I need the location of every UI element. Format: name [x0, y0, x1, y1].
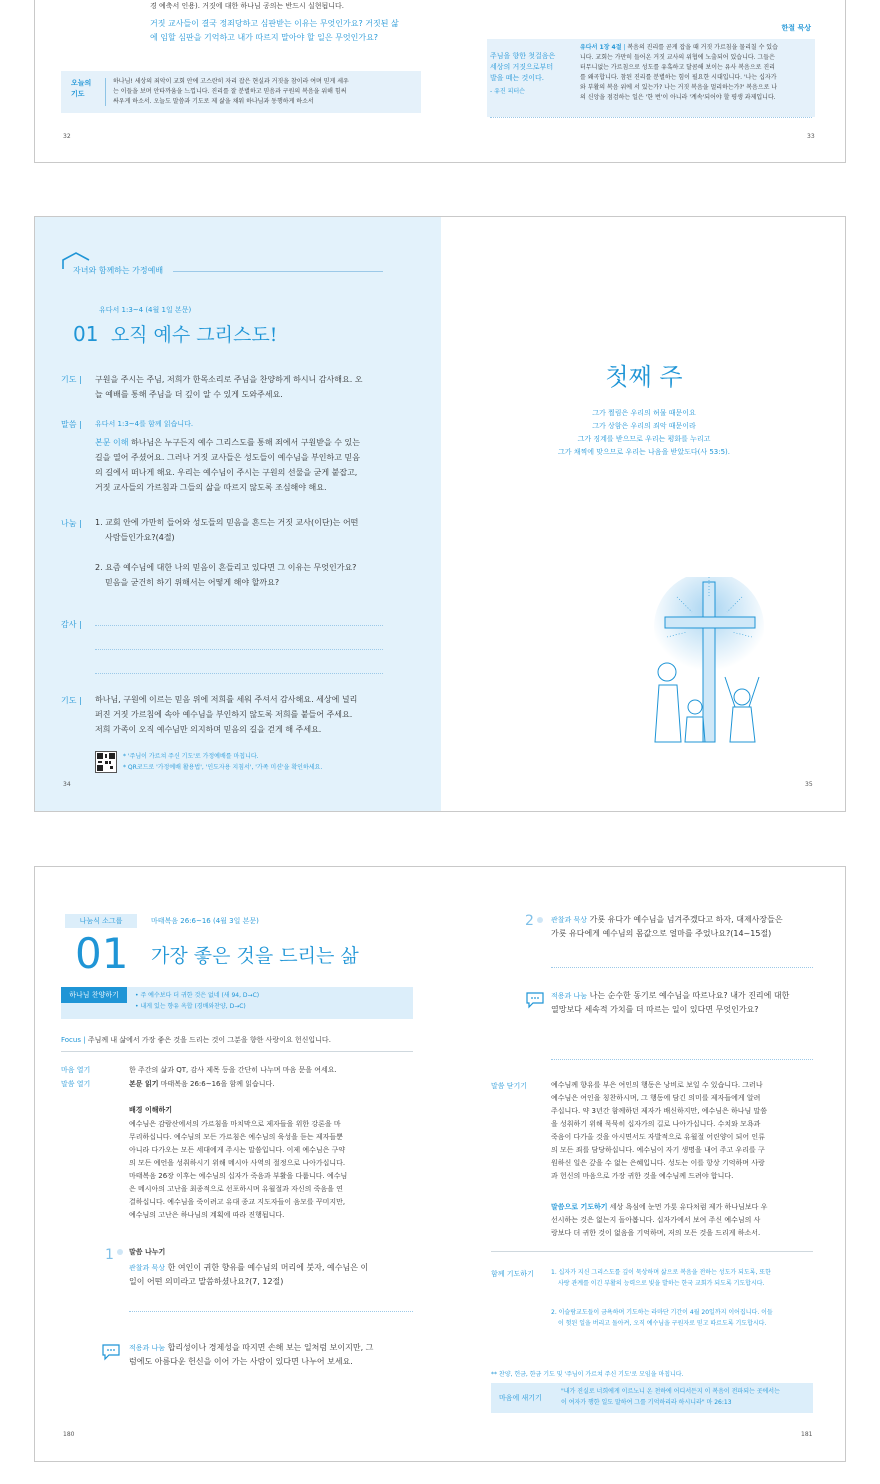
today-prayer-box [61, 71, 421, 113]
pray-together-2: 2. 이슬람교도들이 금욕하며 기도하는 라마단 기간이 4월 20일까지 이어집니다. 이들 이 헛된 일을 버리고 돌아켜, 오직 예수님을 구원자로 믿고 따르도록 기도합시다. [551, 1309, 773, 1327]
label-open-word: 말씀 열기 [61, 1080, 91, 1088]
thanks-writing-line[interactable] [95, 625, 383, 626]
open-heart-text: 한 주간의 삶과 QT, 감사 제목 등을 간단히 나누며 마음 문을 여세요. [129, 1066, 337, 1074]
praise-box [61, 987, 413, 1019]
label-share: 나눔 | [61, 519, 82, 528]
page-number-180: 180 [63, 1431, 75, 1438]
label-prayer-open: 기도 | [61, 375, 82, 384]
label-word: 말씀 | [61, 420, 82, 429]
section-tag: 한절 묵상 [781, 24, 811, 32]
scripture-reference: 유다서 1:3~4 (4월 1일 본문) [99, 306, 192, 314]
lesson-number: 01 [73, 322, 99, 346]
lesson-title: 가장 좋은 것을 드리는 삶 [151, 945, 359, 967]
closing-prayer: 하나님, 구원에 이르는 믿음 위에 저희를 세워 주셔서 감사해요. 세상에 널리 퍼진 거짓 가르침에 속아 예수님을 부인하지 않도록 저희를 붙들어 주세요. 저희 가족이 오직 예수님만 의지하며 믿음의 길을 걷게 해 주세요. [95, 695, 358, 734]
speech-bubble-icon [101, 1343, 121, 1361]
reflection-question: 거짓 교사들이 결국 정죄당하고 심판받는 이유는 무엇인가요? 거짓된 삶 에 임할 심판을 기억하고 내가 따르지 말아야 할 일은 무엇인가요? [150, 19, 399, 42]
page-number-34: 34 [63, 781, 71, 788]
question-1-title: 말씀 나누기 [129, 1248, 166, 1256]
apply-1: 적용과 나눔 합리성이나 경제성을 따지면 손해 보는 일처럼 보이지만, 그 럼에도 아름다운 헌신을 이어 가는 사람이 있다면 나누어 보세요. [129, 1343, 374, 1366]
bullet-dot-icon [537, 917, 543, 923]
question-2: 관찰과 묵상 가룟 유다가 예수님을 넘겨주겠다고 하자, 대제사장들은 가룟 유다에게 예수님의 몸값으로 얼마를 주었나요?(14~15절) [551, 915, 783, 938]
scripture-reference: 마태복음 26:6~16 (4월 3일 본문) [151, 917, 259, 925]
memorize-verse: "내가 진실로 너희에게 이르노니 온 천하에 어디서든지 이 복음이 전파되는 곳에서는 이 여자가 행한 일도 말하여 그를 기억하리라 하시니라" 마 26:13 [561, 1388, 780, 1406]
page-number-181: 181 [801, 1431, 813, 1438]
lesson-title: 01 오직 예수 그리스도! [73, 322, 278, 346]
qr-notes: * '주님이 가르쳐 주신 기도'로 가정예배를 마칩니다. * QR코드로 '가정예배 활용법', '인도자용 지침서', '가족 미션'을 확인하세요. [123, 753, 323, 771]
word-lead: 본문 이해 [95, 438, 129, 447]
label-close-word: 말씀 닫기기 [491, 1082, 528, 1090]
word-reading: 유다서 1:3~4를 함께 읽습니다. [95, 420, 194, 428]
section-header: 자녀와 함께하는 가정예배 [73, 266, 164, 275]
read-text: 본문 읽기 마태복음 26:6~16을 함께 읽습니다. [129, 1080, 275, 1088]
bottom-spread [34, 866, 846, 1462]
question-1-number: 1 [105, 1247, 114, 1263]
label-open-heart: 마음 열기 [61, 1066, 91, 1074]
pray-together-1: 1. 십자가 지신 그리스도를 깊이 묵상하며 삶으로 복음을 전하는 성도가 되도록, 또한 사랑 관계를 이긴 부활의 능력으로 빛을 발하는 한국 교회가 되도록 기도합시다. [551, 1269, 771, 1287]
cut-off-line: 경 예축서 인용). 거짓에 대한 하나님 공의는 반드시 실현됩니다. [150, 2, 345, 10]
cross-illustration [647, 577, 777, 747]
memorize-box [491, 1383, 813, 1413]
opening-prayer: 구원을 주시는 주님, 저희가 한목소리로 주님을 찬양하게 하시니 감사해요. 오 늘 예배를 통해 주님을 더 깊이 알 수 있게 도와주세요. [95, 375, 363, 399]
today-prayer-label: 오늘의 기도 [71, 79, 92, 98]
background-text: 예수님은 감람산에서의 가르침을 마치막으로 제자들을 위한 강론을 마 무리하십니다. 예수님의 모든 가르침은 예수님의 육성을 듣는 제자들뿐 아니라 다가오는 모든 세대에게 주시는 말씀입니다. 이제 예수님은 구약 의 모든 예언을 성취하시기 위해 메시아 사역의 절정으로 나아가십니다. 마태복음 26장 이후는 예수님의 십자가 죽음과 부활을 다룹니다. 예수님 은 메시아의 고난을 최종적으로 선포하시며 유월절과 자신의 죽음을 연 결하십니다. 예수님을 죽이려고 유대 종교 지도자들이 음모를 꾸미지만, 예수님의 고난은 하나님의 계획에 따라 진행됩니다. [129, 1120, 348, 1219]
praise-songs: • 주 예수보다 더 귀한 것은 없네 (새 94, D→C) • 내게 있는 향유 옥합 (경배와찬양, D→C) [135, 992, 260, 1010]
answer-line[interactable] [551, 967, 813, 968]
word-understanding: 본문 이해 하나님은 누구든지 예수 그리스도를 통해 죄에서 구원받을 수 있는 길을 열어 주셨어요. 그러나 거짓 교사들은 성도들이 예수님을 부인하고 믿음 의 길에서 떠나게 해요. 우리는 예수님이 주시는 구원의 선물을 굳게 붙잡고, 거짓 교사들의 가르침과 그들의 삶을 따르지 않도록 조심해야 해요. [95, 438, 361, 492]
middle-spread [34, 216, 846, 812]
meditation-text: 유다서 1장 4절 | 복음의 진리를 곧게 잡을 때 거짓 가르침을 물리칠 수 있습 니다. 교회는 가만히 들어온 거짓 교사의 위협에 노출되어 있습니다. 그들은 터무니없는 가르침으로 성도를 유혹하고 달콤해 보이는 유사 복음으로 진리 를 왜곡합니다. 참된 진리를 분별하는 힘이 필요한 시대입니다. '나는 십자가 와 부활의 복음 위에 서 있는가? 나는 거짓 복음을 멀리하는가?' 복음으로 나 의 신앙을 점검하는 일은 '한 번'이 아니라 '계속'되어야 할 평생 과제입니다. [580, 44, 778, 101]
scripture-verse: 그가 찔림은 우리의 허물 때문이요 그가 상함은 우리의 죄악 때문이라 그가 징계를 받으므로 우리는 평화를 누리고 그가 채찍에 맞으므로 우리는 나음을 받았도다(사 53:5). [558, 409, 730, 456]
label-thanks: 감사 | [61, 620, 82, 629]
lesson-number: 01 [75, 929, 129, 978]
closing-note: ** 찬양, 헌금, 한금 기도 및 '주님이 가르쳐 주신 기도'로 모임을 마칩니다. [491, 1371, 684, 1378]
page-number-35: 35 [805, 781, 813, 788]
today-prayer-text: 하나님! 세상의 죄악이 교회 안에 고스란히 자리 잡은 현실과 거짓을 참이라 여며 믿게 세우 는 이들을 보며 안타까움을 느낍니다. 진리를 잘 분별하고 믿음과 구원의 복음을 위해 힘써 싸우게 하소서. 오늘도 말씀과 기도로 제 삶을 채워 하나님과 동행하게 하소서 [113, 78, 349, 105]
bullet-dot-icon [117, 1249, 123, 1255]
quote-author: - 유진 피터슨 [490, 88, 525, 95]
share-question-1: 1. 교회 안에 가만히 들어와 성도들의 믿음을 흔드는 거짓 교사(이단)는 어떤 사람들인가요?(4절) [95, 518, 359, 542]
focus-line: Focus | 주님께 내 삶에서 가장 좋은 것을 드리는 것이 그분을 향한 사랑이요 헌신입니다. [61, 1036, 331, 1044]
close-word-text: 예수님께 향유를 부은 여인의 행동은 낭비로 보일 수 있습니다. 그러나 예수님은 여인을 칭찬하시며, 그 행동에 담긴 의미를 제자들에게 알려 주십니다. 약 3년간 함께하던 제자가 배신하지만, 예수님은 하나님 말씀 을 성취하기 위해 묵묵히 십자가의 길로 나아가십니다. 수치와 모욕과 죽음이 다가올 것을 아시면서도 자발적으로 유월절 어린양이 되어 인류 의 모든 죄를 담당하십니다. 예수님이 자기 생명을 내어 주고 우리를 구 원하신 일은 갚을 수 없는 은혜입니다. 성도는 이를 항상 기억하며 사랑 과 헌신의 마음으로 가장 귀한 것을 예수님께 드려야 합니다. [551, 1081, 768, 1180]
meditation-ref: 유다서 1장 4절 [580, 44, 622, 51]
question-1: 관찰과 묵상 한 여인이 귀한 향유를 예수님의 머리에 붓자, 예수님은 이 일이 어떤 의미라고 말씀하셨나요?(7, 12절) [129, 1263, 369, 1286]
label-prayer-close: 기도 | [61, 696, 82, 705]
share-question-2: 2. 요즘 예수님에 대한 나의 믿음이 흔들리고 있다면 그 이유는 무엇인가요? 믿음을 굳건히 하기 위해서는 어떻게 해야 할까요? [95, 563, 357, 587]
thanks-writing-line[interactable] [95, 649, 383, 650]
group-tag: 나눔식 소그룹 [65, 914, 137, 928]
quote: 주님을 향한 첫걸음은 세상의 거짓으로부터 발을 떼는 것이다. - 유진 피터슨 [490, 51, 570, 97]
word-prayer: 말씀으로 기도하기 세상 욕심에 눈먼 가룟 유다처럼 제가 하나님보다 우 선시하는 것은 없는지 돌아봅니다. 십자가에서 보여 주신 예수님의 사 랑보다 더 귀한 것이 없음을 기억하며, 저의 모든 것을 드리게 하소서. [551, 1203, 768, 1237]
background-title: 배경 이해하기 [129, 1106, 173, 1114]
page-number-33: 33 [807, 133, 815, 140]
focus-label: Focus [61, 1036, 81, 1044]
top-spread [34, 0, 846, 163]
answer-line[interactable] [129, 1311, 413, 1312]
answer-line[interactable] [551, 1059, 813, 1060]
label-pray-together: 함께 기도하기 [491, 1270, 534, 1278]
page-number-32: 32 [63, 133, 71, 140]
praise-label: 하나님 찬양하기 [61, 987, 127, 1003]
memorize-label: 마음에 새기기 [499, 1394, 542, 1402]
apply-2: 적용과 나눔 나는 순수한 동기로 예수님을 따르나요? 내가 진리에 대한 열망보다 세속적 가치를 더 따르는 일이 있다면 무엇인가요? [551, 991, 790, 1014]
week-title: 첫째 주 [605, 363, 683, 391]
qr-code-icon[interactable] [95, 751, 117, 773]
thanks-writing-line[interactable] [95, 673, 383, 674]
speech-bubble-icon [525, 991, 545, 1009]
question-2-number: 2 [525, 913, 534, 929]
